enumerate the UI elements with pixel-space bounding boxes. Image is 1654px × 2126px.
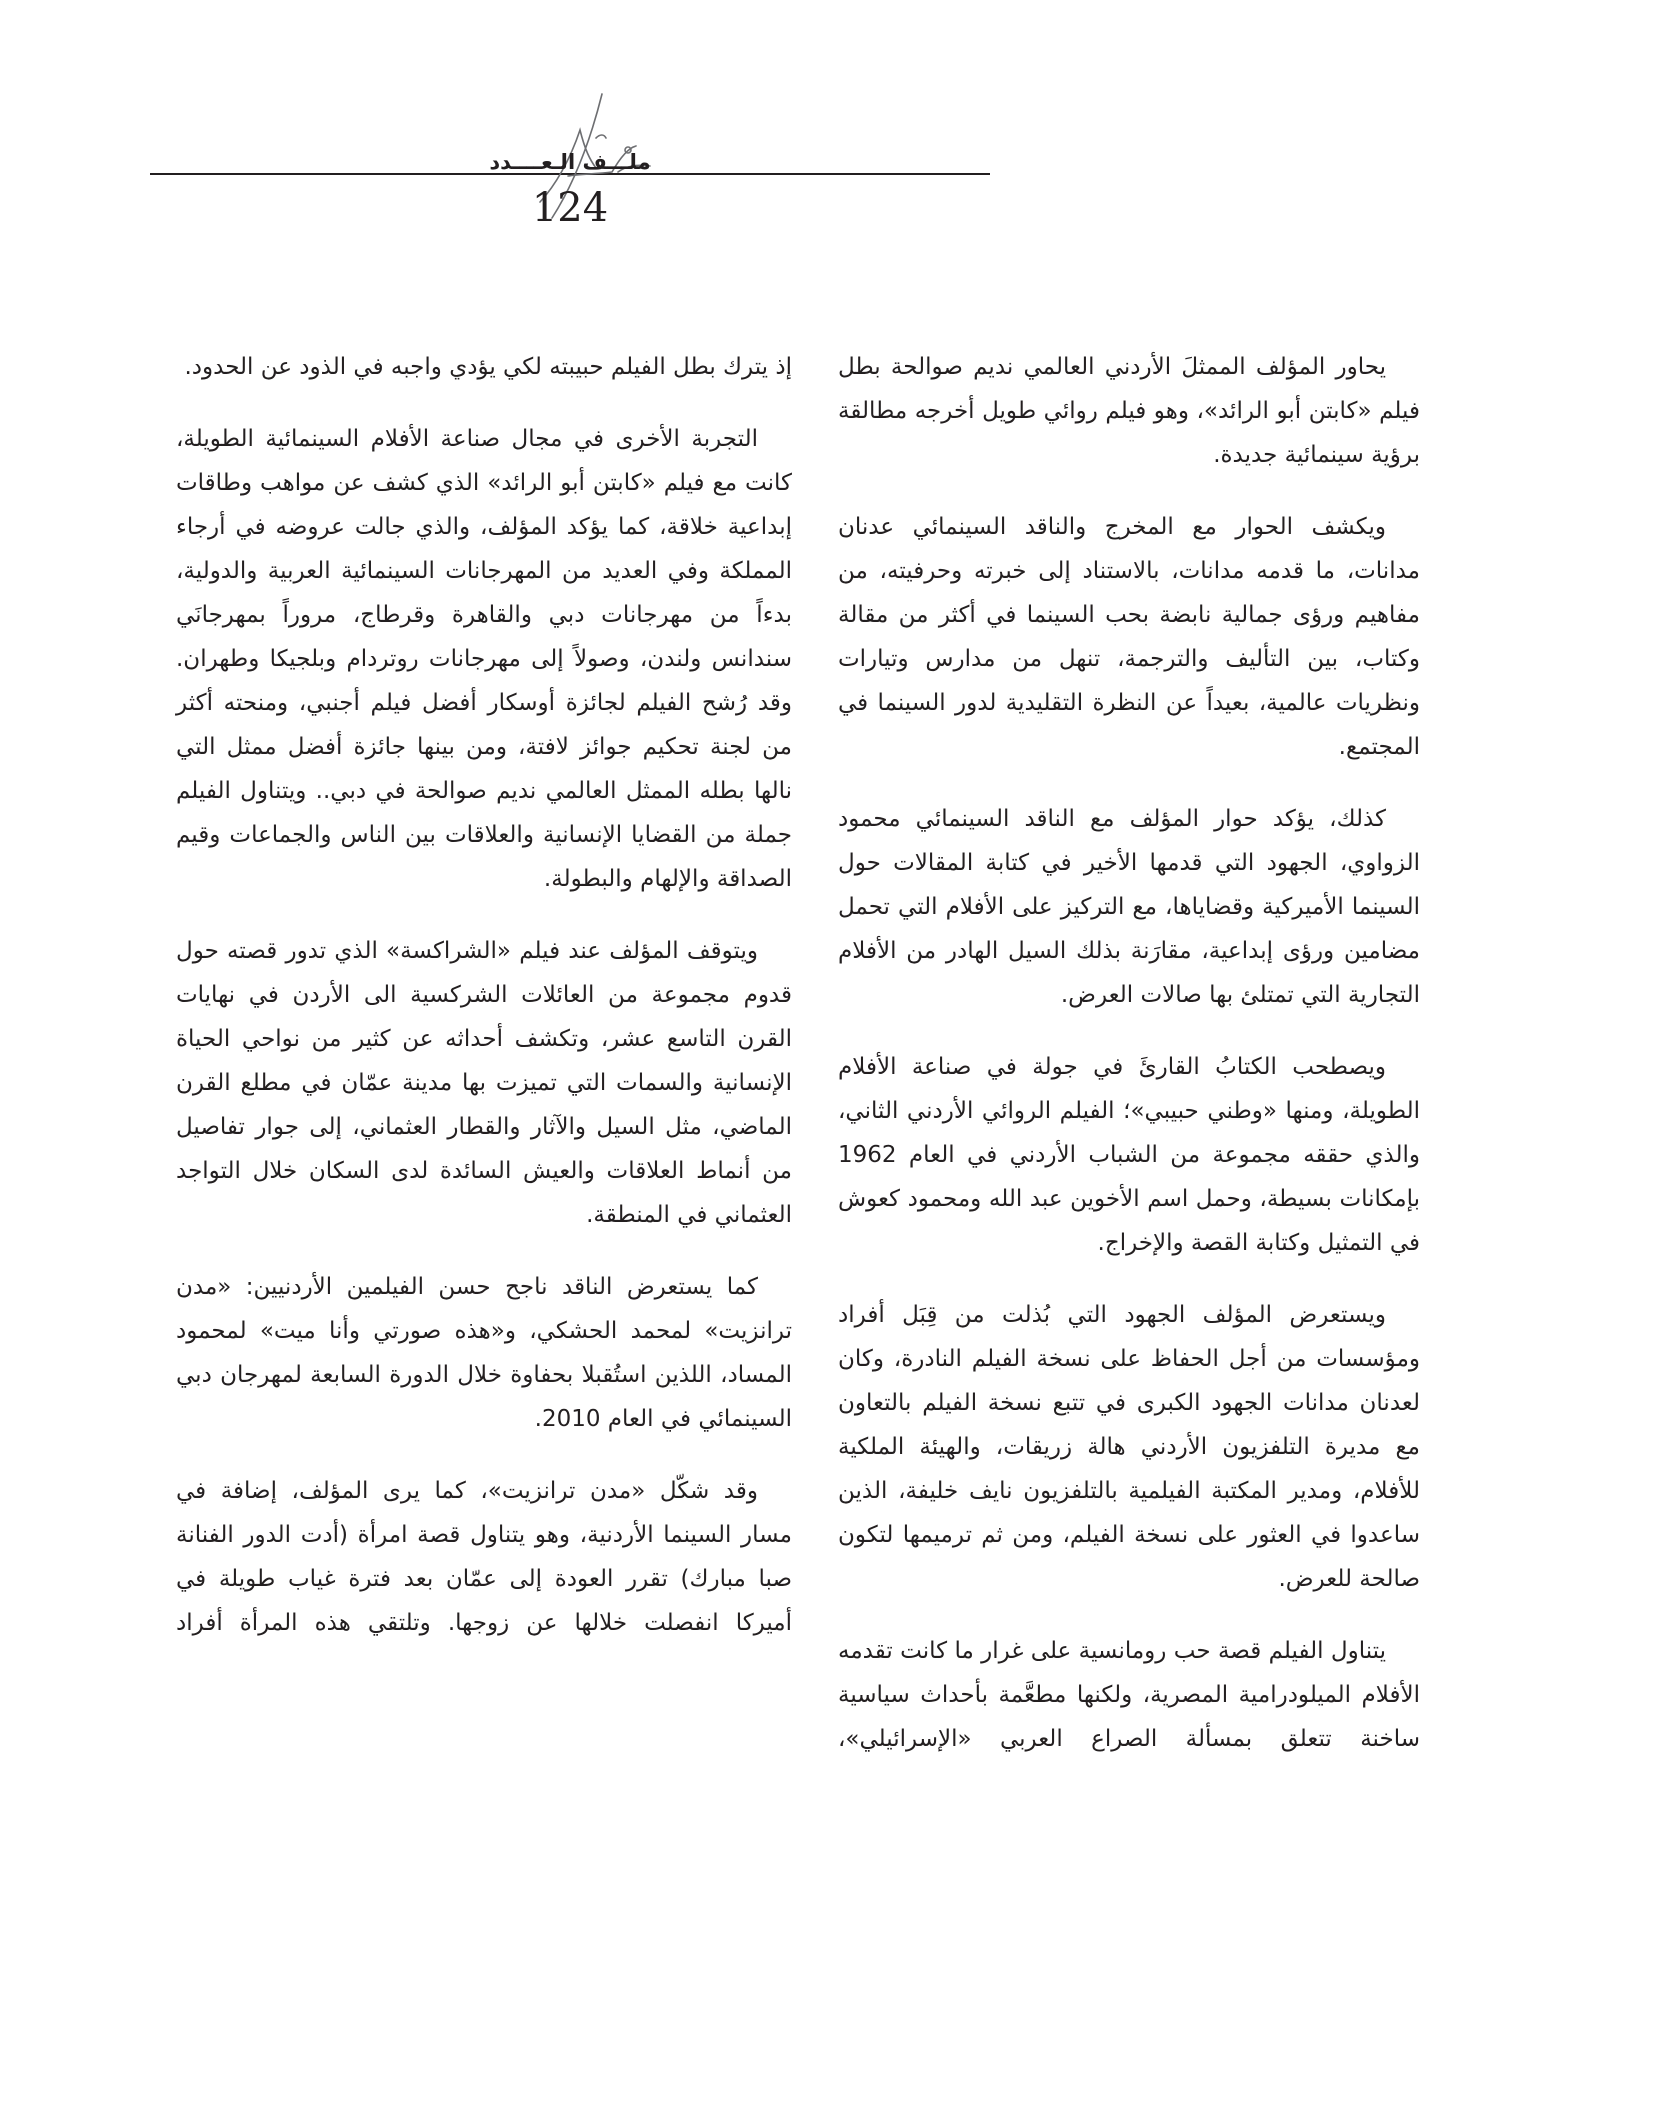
paragraph: يتناول الفيلم قصة حب رومانسية على غرار ما كانت تقدمه الأفلام الميلودرامية المصرية، ولكنها مطعَّمة بأحداث سياسية ساخنة تتعلق بمسألة الصراع العربي «الإسرائيلي»،: [838, 1638, 1420, 1752]
left-column: [176, 345, 792, 1645]
paragraph: ويصطحب الكتابُ القارئَ في جولة في صناعة الأفلام الطويلة، ومنها «وطني حبيبي»؛ الفيلم الروائي الأردني الثاني، والذي حققه مجموعة من الشباب الأردني في العام 1962 بإمكانات بسيطة، وحمل اسم الأخوين عبد الله ومحمود كعوش في التمثيل وكتابة القصة والإخراج.: [838, 1054, 1420, 1256]
column-divider: [812, 345, 813, 1905]
paragraph: كذلك، يؤكد حوار المؤلف مع الناقد السينمائي محمود الزواوي، الجهود التي قدمها الأخير في كتابة المقالات حول السينما الأميركية وقضاياها، مع التركيز على الأفلام التي تحمل مضامين ورؤى إبداعية، مقارَنة بذلك السيل الهادر من الأفلام التجارية التي تمتلئ بها صالات العرض.: [838, 806, 1420, 1008]
page-number: 124: [531, 185, 609, 231]
right-column: [838, 345, 1420, 1761]
paragraph: ويستعرض المؤلف الجهود التي بُذلت من قِبَل أفراد ومؤسسات من أجل الحفاظ على نسخة الفيلم النادرة، وكان لعدنان مدانات الجهود الكبرى في تتبع نسخة الفيلم بالتعاون مع مديرة التلفزيون الأردني هالة زريقات، والهيئة الملكية للأفلام، ومدير المكتبة الفيلمية بالتلفزيون نايف خليفة، الذين ساعدوا في العثور على نسخة الفيلم، ومن ثم ترميمها لتكون صالحة للعرض.: [838, 1302, 1420, 1592]
section-title: ملـــف الـعــــدد: [489, 150, 651, 174]
paragraph: كما يستعرض الناقد ناجح حسن الفيلمين الأردنيين: «مدن ترانزيت» لمحمد الحشكي، و«هذه صورتي وأنا ميت» لمحمود المساد، اللذين استُقبلا بحفاوة خلال الدورة السابعة لمهرجان دبي السينمائي في العام 2010.: [176, 1274, 792, 1432]
paragraph: التجربة الأخرى في مجال صناعة الأفلام السينمائية الطويلة، كانت مع فيلم «كابتن أبو الرائد» الذي كشف عن مواهب وطاقات إبداعية خلاقة، كما يؤكد المؤلف، والذي جالت عروضه في أرجاء المملكة وفي العديد من المهرجانات السينمائية العربية والدولية، بدءاً من مهرجانات دبي والقاهرة وقرطاج، مروراً بمهرجانَي سندانس ولندن، وصولاً إلى مهرجانات روتردام وبلجيكا وطهران. وقد رُشح الفيلم لجائزة أوسكار أفضل فيلم أجنبي، ومنحته أكثر من لجنة تحكيم جوائز لافتة، ومن بينها جائزة أفضل ممثل التي نالها بطله الممثل العالمي نديم صوالحة في دبي.. ويتناول الفيلم جملة من القضايا الإنسانية والعلاقات بين الناس والجماعات وقيم الصداقة والإلهام والبطولة.: [176, 426, 792, 892]
page-header: [150, 90, 990, 240]
paragraph: ويكشف الحوار مع المخرج والناقد السينمائي عدنان مدانات، ما قدمه مدانات، بالاستناد إلى خبرته وحرفيته، من مفاهيم ورؤى جمالية نابضة بحب السينما في أكثر من مقالة وكتاب، بين التأليف والترجمة، تنهل من مدارس وتيارات ونظريات عالمية، بعيداً عن النظرة التقليدية لدور السينما في المجتمع.: [838, 514, 1420, 760]
paragraph: ويتوقف المؤلف عند فيلم «الشراكسة» الذي تدور قصته حول قدوم مجموعة من العائلات الشركسية الى الأردن في نهايات القرن التاسع عشر، وتكشف أحداثه عن كثير من نواحي الحياة الإنسانية والسمات التي تميزت بها مدينة عمّان في مطلع القرن الماضي، مثل السيل والآثار والقطار العثماني، إلى جوار تفاصيل من أنماط العلاقات والعيش السائدة لدى السكان خلال التواجد العثماني في المنطقة.: [176, 938, 792, 1228]
paragraph: يحاور المؤلف الممثلَ الأردني العالمي نديم صوالحة بطل فيلم «كابتن أبو الرائد»، وهو فيلم روائي طويل أخرجه مطالقة برؤية سينمائية جديدة.: [838, 354, 1420, 468]
paragraph: وقد شكّل «مدن ترانزيت»، كما يرى المؤلف، إضافة في مسار السينما الأردنية، وهو يتناول قصة امرأة (أدت الدور الفنانة صبا مبارك) تقرر العودة إلى عمّان بعد فترة غياب طويلة في أميركا انفصلت خلالها عن زوجها. وتلتقي هذه المرأة أفراد: [176, 1478, 792, 1636]
paragraph: إذ يترك بطل الفيلم حبيبته لكي يؤدي واجبه في الذود عن الحدود.: [184, 354, 792, 380]
